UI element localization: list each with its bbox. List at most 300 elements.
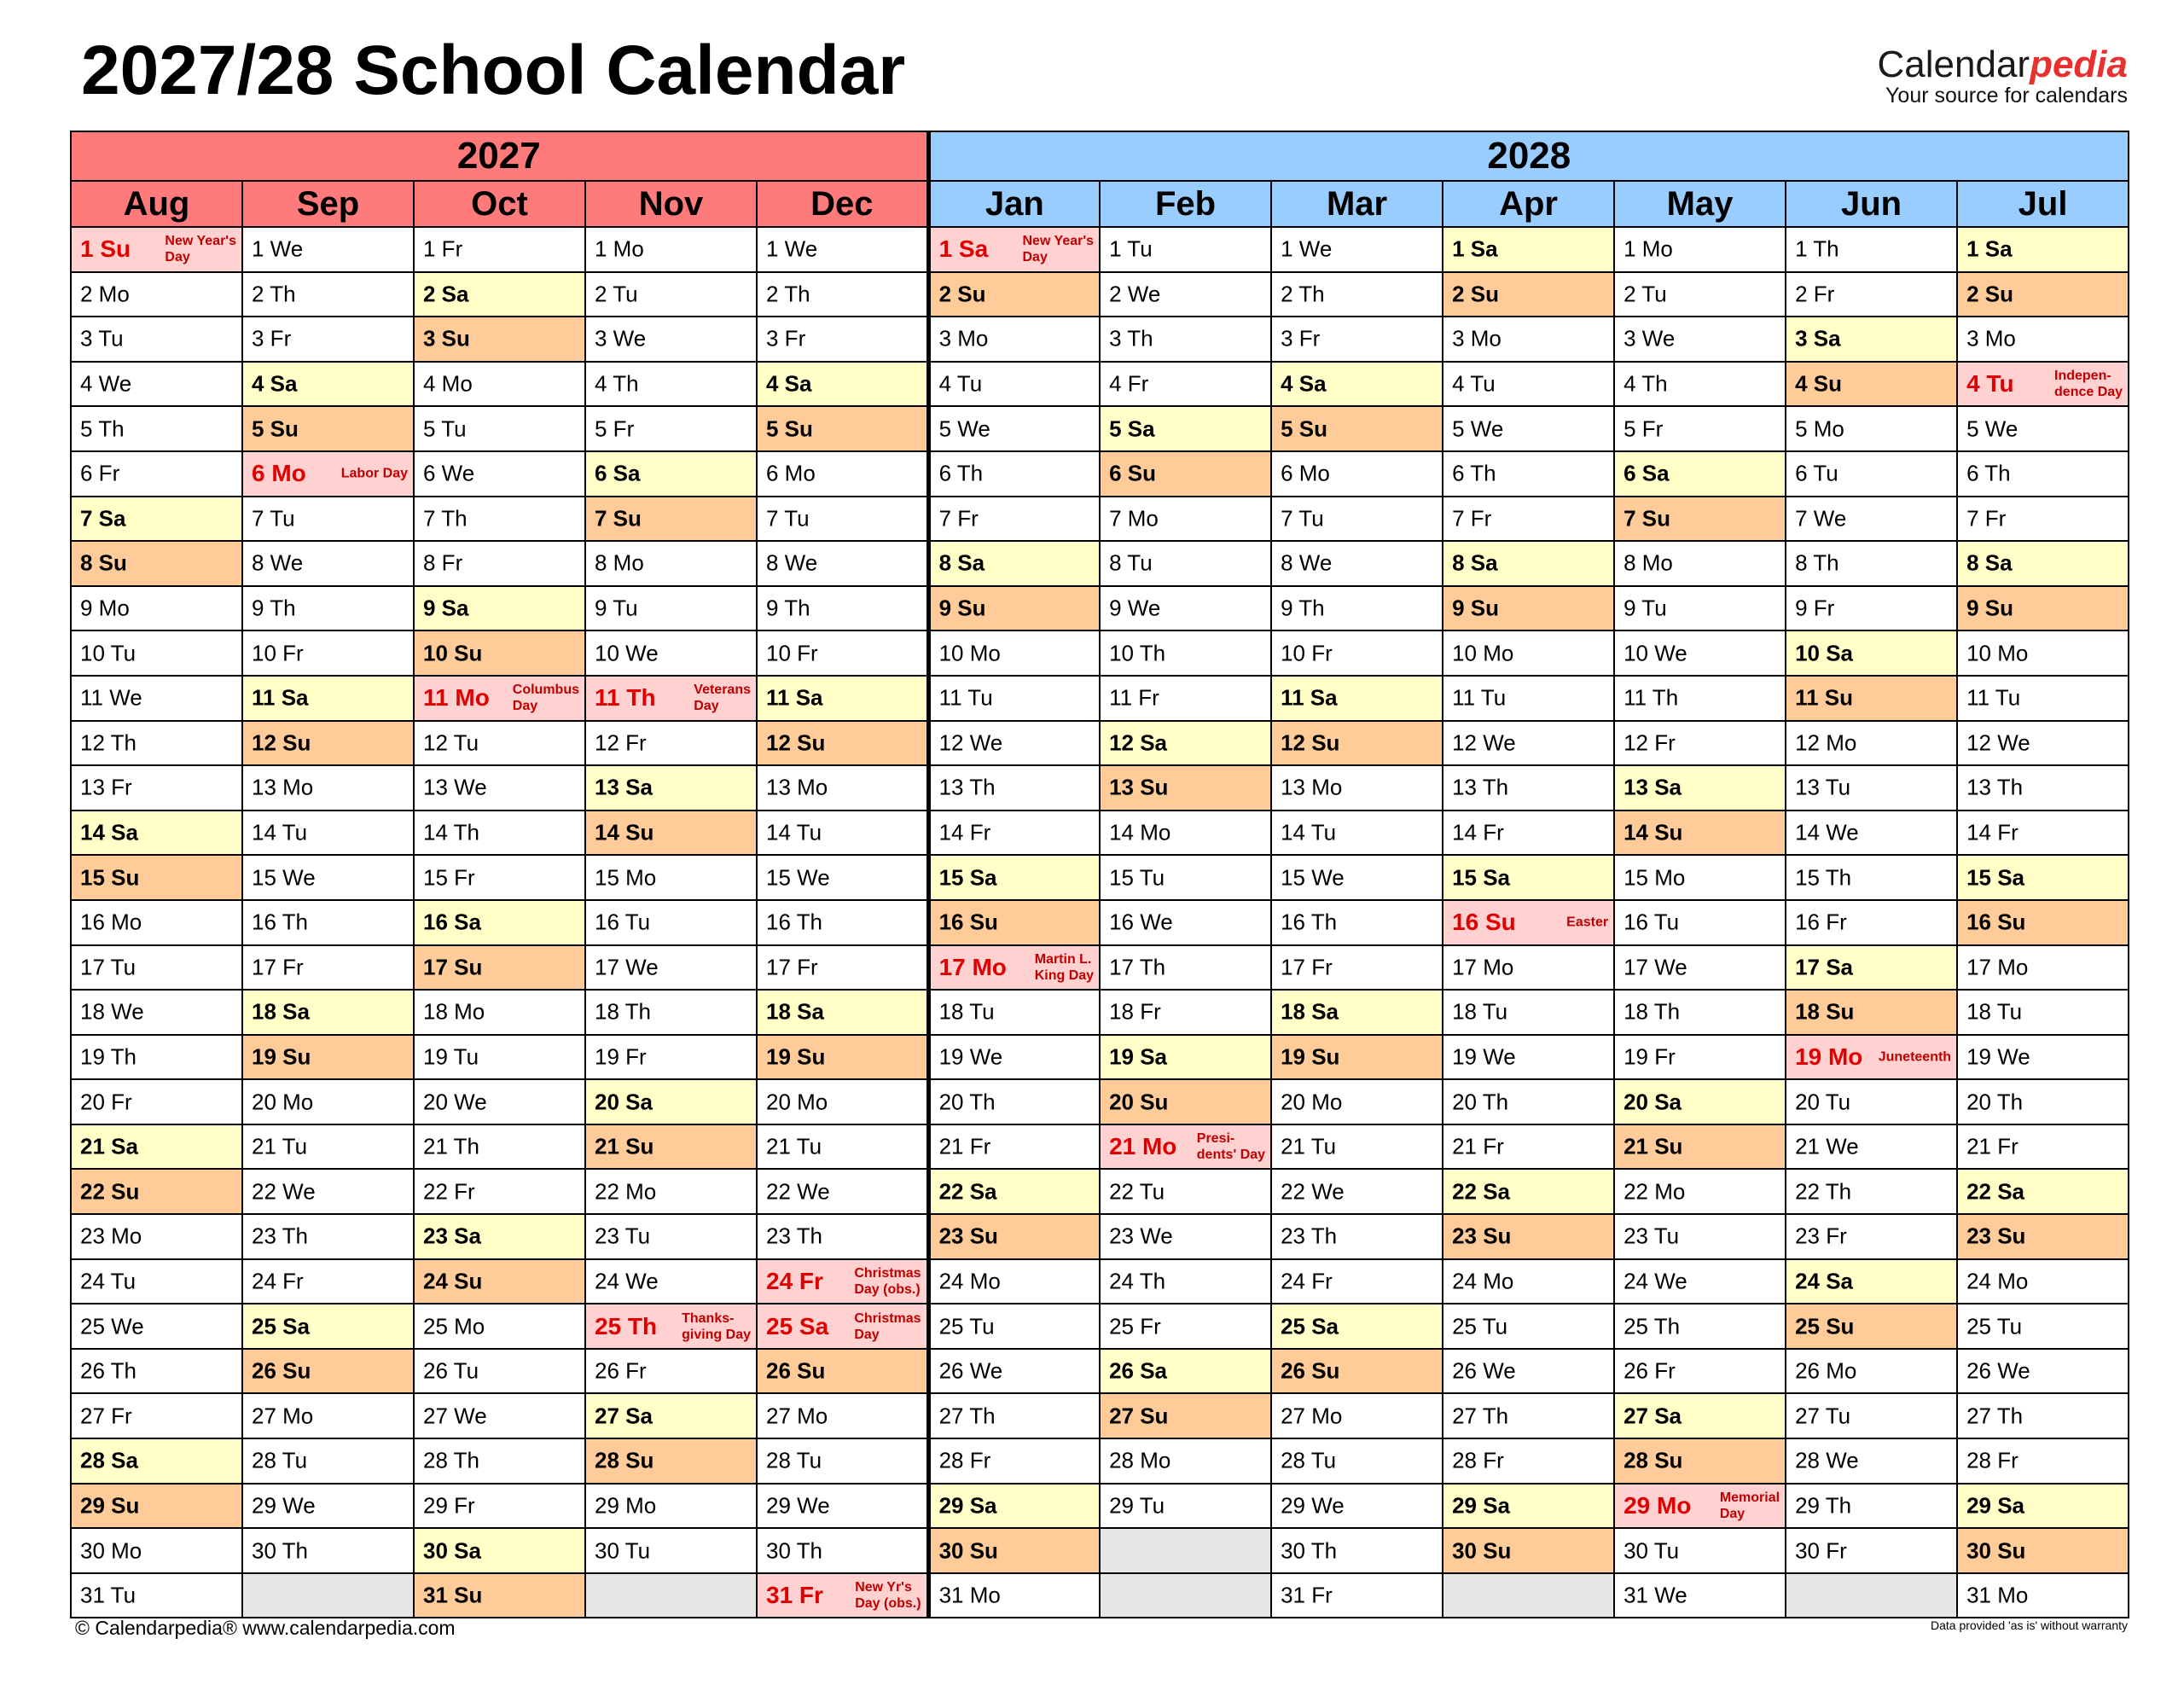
day-cell-oct-7 [414, 497, 585, 542]
day-cell-jan-9 [928, 586, 1100, 631]
day-cell-sep-3 [242, 317, 414, 362]
day-label: 25 Tu [1452, 1313, 1508, 1339]
year-header-2028: 2028 [928, 131, 2129, 181]
day-label: 21 Su [1623, 1133, 1683, 1159]
year-header-row [71, 131, 2129, 181]
day-cell-oct-15 [414, 855, 585, 900]
brand-logo[interactable] [1878, 46, 2128, 107]
day-cell-jun-17 [1786, 945, 1957, 991]
day-cell-aug-9 [71, 586, 242, 631]
day-cell-jun-15 [1786, 855, 1957, 900]
day-cell-dec-18 [757, 990, 928, 1035]
day-label: 27 Sa [1623, 1403, 1682, 1429]
day-cell-may-2 [1614, 272, 1786, 317]
day-label: 14 We [1795, 819, 1859, 845]
day-label: 1 We [1281, 235, 1333, 262]
day-cell-mar-25 [1271, 1304, 1443, 1349]
day-label: 6 Th [1452, 460, 1496, 486]
day-label: 28 We [1795, 1447, 1859, 1473]
day-cell-jun-23 [1786, 1214, 1957, 1259]
day-label: 8 We [252, 549, 304, 576]
day-cell-jan-25 [928, 1304, 1100, 1349]
day-label: 26 Tu [423, 1357, 479, 1384]
day-cell-jun-2 [1786, 272, 1957, 317]
day-cell-may-18 [1614, 990, 1786, 1035]
day-cell-aug-21 [71, 1124, 242, 1170]
day-cell-mar-29 [1271, 1484, 1443, 1529]
holiday-label: Presi- dents' Day [1196, 1130, 1266, 1163]
day-label: 24 Fr [1281, 1268, 1333, 1294]
day-cell-jan-31 [928, 1573, 1100, 1618]
day-cell-apr-16 [1443, 900, 1614, 945]
day-cell-dec-30 [757, 1528, 928, 1573]
day-label: 24 Mo [1966, 1268, 2029, 1294]
day-label: 25 We [80, 1313, 144, 1339]
day-cell-sep-15 [242, 855, 414, 900]
day-label: 30 Su [938, 1537, 998, 1564]
day-label: 7 Su [595, 505, 642, 532]
day-cell-jan-6 [928, 451, 1100, 497]
day-cell-apr-26 [1443, 1349, 1614, 1394]
day-cell-apr-20 [1443, 1079, 1614, 1124]
day-label: 16 Mo [80, 909, 142, 935]
day-cell-may-4 [1614, 362, 1786, 407]
day-label: 11 Sa [252, 684, 309, 711]
day-cell-oct-14 [414, 811, 585, 856]
day-label: 27 Th [1452, 1403, 1509, 1429]
day-label: 7 Tu [1281, 505, 1324, 532]
day-label: 26 Fr [595, 1357, 647, 1384]
day-cell-apr-8 [1443, 541, 1614, 586]
day-label: 1 Fr [423, 235, 463, 262]
day-label: 8 We [766, 549, 818, 576]
day-cell-jun-9 [1786, 586, 1957, 631]
holiday-label: Martin L. King Day [1034, 951, 1095, 983]
day-cell-sep-7 [242, 497, 414, 542]
day-label: 2 Su [1966, 281, 2013, 307]
day-cell-apr-29 [1443, 1484, 1614, 1529]
day-label: 10 Mo [1452, 640, 1514, 666]
day-label: 22 Su [80, 1178, 140, 1205]
day-cell-aug-27 [71, 1393, 242, 1438]
day-row [71, 1169, 2129, 1214]
day-label: 3 Th [1109, 325, 1153, 352]
day-cell-dec-8 [757, 541, 928, 586]
day-cell-jun-8 [1786, 541, 1957, 586]
day-label: 22 Fr [423, 1178, 475, 1205]
day-label: 1 Th [1795, 235, 1839, 262]
day-label: 10 Fr [1281, 640, 1333, 666]
day-cell-nov-9 [585, 586, 757, 631]
day-cell-jan-28 [928, 1438, 1100, 1484]
day-label: 21 Tu [766, 1133, 822, 1159]
day-label: 15 We [252, 864, 316, 891]
day-label: 10 Sa [1795, 640, 1854, 666]
day-cell-feb-15 [1100, 855, 1271, 900]
day-label: 23 Su [938, 1223, 998, 1249]
day-label: 11 Mo [423, 684, 490, 712]
day-label: 25 Tu [1966, 1313, 2023, 1339]
holiday-label: Indepen- dence Day [2054, 368, 2123, 400]
day-cell-jan-17 [928, 945, 1100, 991]
day-label: 4 Tu [1966, 370, 2014, 398]
day-label: 7 Sa [80, 505, 126, 532]
day-label: 13 Sa [595, 774, 653, 800]
day-cell-mar-4 [1271, 362, 1443, 407]
day-label: 29 Mo [1623, 1491, 1692, 1519]
day-label: 15 Sa [1452, 864, 1511, 891]
month-header-jun: Jun [1786, 181, 1957, 227]
day-label: 20 Th [938, 1089, 996, 1115]
day-label: 5 Tu [423, 415, 467, 442]
day-label: 16 We [1109, 909, 1173, 935]
day-cell-aug-3 [71, 317, 242, 362]
day-label: 5 Su [1281, 415, 1327, 442]
day-cell-jun-14 [1786, 811, 1957, 856]
day-cell-jan-18 [928, 990, 1100, 1035]
empty-cell [1100, 1573, 1271, 1618]
day-label: 10 We [595, 640, 659, 666]
day-label: 22 Sa [1966, 1178, 2025, 1205]
day-cell-jan-7 [928, 497, 1100, 542]
day-cell-jan-29 [928, 1484, 1100, 1529]
day-label: 8 Mo [1623, 549, 1673, 576]
day-label: 7 Mo [1109, 505, 1159, 532]
day-cell-jan-11 [928, 676, 1100, 721]
day-label: 17 Tu [80, 954, 136, 980]
day-label: 3 Fr [766, 325, 806, 352]
day-cell-nov-23 [585, 1214, 757, 1259]
day-label: 23 Th [766, 1223, 823, 1249]
day-cell-dec-5 [757, 406, 928, 451]
day-label: 19 Fr [595, 1043, 647, 1070]
day-cell-dec-11 [757, 676, 928, 721]
day-cell-oct-19 [414, 1035, 585, 1080]
day-label: 8 Sa [1966, 549, 2013, 576]
day-label: 13 Sa [1623, 774, 1682, 800]
day-label: 4 Tu [938, 370, 983, 397]
day-row [71, 1393, 2129, 1438]
day-label: 24 Sa [1795, 1268, 1854, 1294]
month-header-feb: Feb [1100, 181, 1271, 227]
day-cell-jun-21 [1786, 1124, 1957, 1170]
day-cell-jul-10 [1957, 630, 2129, 676]
day-label: 13 Mo [252, 774, 314, 800]
day-cell-apr-3 [1443, 317, 1614, 362]
day-cell-feb-8 [1100, 541, 1271, 586]
day-cell-jan-14 [928, 811, 1100, 856]
day-cell-apr-15 [1443, 855, 1614, 900]
day-label: 28 Su [1623, 1447, 1683, 1473]
day-cell-jul-29 [1957, 1484, 2129, 1529]
day-label: 5 Sa [1109, 415, 1155, 442]
day-cell-aug-22 [71, 1169, 242, 1214]
day-cell-oct-8 [414, 541, 585, 586]
day-cell-dec-27 [757, 1393, 928, 1438]
day-cell-mar-21 [1271, 1124, 1443, 1170]
day-cell-feb-6 [1100, 451, 1271, 497]
day-label: 19 Su [766, 1043, 826, 1070]
day-label: 12 Fr [595, 729, 647, 756]
day-row [71, 406, 2129, 451]
day-label: 26 Mo [1795, 1357, 1857, 1384]
day-cell-dec-31 [757, 1573, 928, 1618]
day-cell-apr-21 [1443, 1124, 1614, 1170]
day-label: 6 Th [1966, 460, 2011, 486]
day-label: 14 Fr [938, 819, 991, 845]
month-header-dec: Dec [757, 181, 928, 227]
day-label: 25 Sa [1281, 1313, 1339, 1339]
day-label: 20 Su [1109, 1089, 1169, 1115]
day-cell-apr-5 [1443, 406, 1614, 451]
day-cell-jul-18 [1957, 990, 2129, 1035]
day-cell-mar-9 [1271, 586, 1443, 631]
day-label: 2 Sa [423, 281, 469, 307]
day-label: 16 Th [1281, 909, 1338, 935]
day-label: 28 Th [423, 1447, 480, 1473]
day-label: 27 Tu [1795, 1403, 1851, 1429]
day-cell-nov-4 [585, 362, 757, 407]
day-cell-aug-24 [71, 1259, 242, 1304]
day-row [71, 586, 2129, 631]
day-label: 10 Tu [80, 640, 136, 666]
day-cell-may-9 [1614, 586, 1786, 631]
day-cell-may-28 [1614, 1438, 1786, 1484]
day-cell-nov-26 [585, 1349, 757, 1394]
day-label: 5 Fr [1623, 415, 1664, 442]
day-cell-dec-22 [757, 1169, 928, 1214]
holiday-label: Thanks- giving Day [682, 1310, 751, 1342]
day-cell-oct-21 [414, 1124, 585, 1170]
day-label: 6 Sa [595, 460, 641, 486]
day-label: 11 Th [1623, 684, 1679, 711]
day-label: 25 Sa [766, 1312, 829, 1339]
day-label: 3 Tu [80, 325, 124, 352]
day-label: 7 Fr [1966, 505, 2007, 532]
day-cell-aug-8 [71, 541, 242, 586]
day-cell-sep-24 [242, 1259, 414, 1304]
day-label: 26 Su [766, 1357, 826, 1384]
empty-cell [1100, 1528, 1271, 1573]
day-label: 6 We [423, 460, 475, 486]
day-label: 8 Th [1795, 549, 1839, 576]
day-cell-apr-7 [1443, 497, 1614, 542]
day-cell-sep-29 [242, 1484, 414, 1529]
day-cell-feb-24 [1100, 1259, 1271, 1304]
day-cell-jul-19 [1957, 1035, 2129, 1080]
day-cell-jun-24 [1786, 1259, 1957, 1304]
day-label: 31 Mo [1966, 1582, 2029, 1608]
day-label: 22 We [1281, 1178, 1345, 1205]
day-cell-jun-1 [1786, 227, 1957, 272]
month-header-nov: Nov [585, 181, 757, 227]
day-cell-oct-6 [414, 451, 585, 497]
day-label: 26 We [1452, 1357, 1516, 1384]
day-cell-jul-4 [1957, 362, 2129, 407]
day-cell-jun-10 [1786, 630, 1957, 676]
day-cell-dec-17 [757, 945, 928, 991]
day-cell-aug-25 [71, 1304, 242, 1349]
day-row [71, 900, 2129, 945]
day-cell-feb-9 [1100, 586, 1271, 631]
day-label: 20 Th [1966, 1089, 2024, 1115]
day-cell-feb-21 [1100, 1124, 1271, 1170]
day-cell-aug-17 [71, 945, 242, 991]
day-row [71, 1573, 2129, 1618]
day-row [71, 990, 2129, 1035]
day-label: 20 Tu [1795, 1089, 1851, 1115]
day-label: 17 Mo [938, 953, 1007, 980]
day-label: 30 Th [252, 1537, 309, 1564]
day-cell-mar-27 [1271, 1393, 1443, 1438]
day-cell-dec-23 [757, 1214, 928, 1259]
day-cell-sep-21 [242, 1124, 414, 1170]
day-cell-nov-20 [585, 1079, 757, 1124]
day-label: 19 Tu [423, 1043, 479, 1070]
day-label: 23 Tu [595, 1223, 651, 1249]
day-label: 23 Su [1966, 1223, 2026, 1249]
day-row [71, 811, 2129, 856]
brand-tagline: Your source for calendars [1885, 84, 2128, 107]
day-label: 10 Th [1109, 640, 1166, 666]
day-cell-nov-5 [585, 406, 757, 451]
day-label: 8 Sa [938, 549, 985, 576]
day-cell-jan-4 [928, 362, 1100, 407]
day-label: 22 Th [1795, 1178, 1852, 1205]
day-label: 5 We [1966, 415, 2018, 442]
day-cell-may-11 [1614, 676, 1786, 721]
day-cell-aug-12 [71, 721, 242, 766]
day-cell-feb-11 [1100, 676, 1271, 721]
day-cell-feb-17 [1100, 945, 1271, 991]
day-label: 7 We [1795, 505, 1847, 532]
day-cell-sep-4 [242, 362, 414, 407]
day-label: 6 Mo [766, 460, 816, 486]
holiday-label: Easter [1566, 915, 1609, 930]
day-cell-nov-13 [585, 765, 757, 811]
day-label: 25 Fr [1109, 1313, 1161, 1339]
day-cell-oct-22 [414, 1169, 585, 1214]
day-cell-jul-3 [1957, 317, 2129, 362]
day-cell-may-22 [1614, 1169, 1786, 1214]
day-label: 9 Th [766, 595, 810, 621]
day-cell-jun-7 [1786, 497, 1957, 542]
day-cell-jul-15 [1957, 855, 2129, 900]
day-label: 18 Sa [252, 998, 310, 1025]
day-label: 2 Fr [1795, 281, 1835, 307]
day-label: 3 We [1623, 325, 1676, 352]
day-label: 4 Th [595, 370, 639, 397]
day-label: 18 Tu [1966, 998, 2023, 1025]
day-label: 12 Fr [1623, 729, 1676, 756]
day-cell-sep-17 [242, 945, 414, 991]
day-cell-sep-18 [242, 990, 414, 1035]
day-label: 15 We [766, 864, 830, 891]
day-cell-apr-19 [1443, 1035, 1614, 1080]
day-label: 9 Tu [1623, 595, 1667, 621]
day-label: 4 Sa [252, 370, 298, 397]
day-label: 7 Fr [938, 505, 979, 532]
day-label: 20 Sa [595, 1089, 653, 1115]
day-label: 27 Mo [766, 1403, 828, 1429]
day-cell-oct-2 [414, 272, 585, 317]
day-cell-dec-12 [757, 721, 928, 766]
day-cell-jun-18 [1786, 990, 1957, 1035]
day-label: 6 Tu [1795, 460, 1838, 486]
day-cell-apr-23 [1443, 1214, 1614, 1259]
day-cell-apr-14 [1443, 811, 1614, 856]
day-cell-sep-1 [242, 227, 414, 272]
day-label: 28 Tu [766, 1447, 822, 1473]
day-cell-jul-24 [1957, 1259, 2129, 1304]
day-label: 17 Mo [1966, 954, 2029, 980]
day-row [71, 1259, 2129, 1304]
day-cell-mar-31 [1271, 1573, 1443, 1618]
day-label: 30 Fr [1795, 1537, 1847, 1564]
day-cell-may-16 [1614, 900, 1786, 945]
day-label: 16 Su [1452, 909, 1516, 936]
day-label: 28 Mo [1109, 1447, 1171, 1473]
day-label: 11 Tu [938, 684, 993, 711]
day-label: 10 Fr [252, 640, 304, 666]
day-label: 26 Su [252, 1357, 311, 1384]
day-label: 14 Th [423, 819, 480, 845]
day-label: 11 We [80, 684, 142, 711]
day-cell-jul-9 [1957, 586, 2129, 631]
day-cell-nov-19 [585, 1035, 757, 1080]
day-label: 14 Mo [1109, 819, 1171, 845]
day-label: 6 Mo [252, 460, 306, 487]
day-row [71, 765, 2129, 811]
day-cell-aug-23 [71, 1214, 242, 1259]
day-label: 16 Th [252, 909, 309, 935]
day-label: 27 Th [938, 1403, 996, 1429]
day-label: 8 Sa [1452, 549, 1498, 576]
day-cell-mar-12 [1271, 721, 1443, 766]
day-cell-jul-28 [1957, 1438, 2129, 1484]
month-header-mar: Mar [1271, 181, 1443, 227]
day-label: 29 Sa [1452, 1492, 1511, 1519]
day-cell-jun-28 [1786, 1438, 1957, 1484]
day-cell-may-27 [1614, 1393, 1786, 1438]
day-cell-apr-11 [1443, 676, 1614, 721]
day-cell-feb-1 [1100, 227, 1271, 272]
day-cell-mar-10 [1271, 630, 1443, 676]
day-label: 27 Mo [1281, 1403, 1343, 1429]
day-label: 28 Sa [80, 1447, 138, 1473]
day-cell-apr-27 [1443, 1393, 1614, 1438]
day-cell-nov-27 [585, 1393, 757, 1438]
day-cell-dec-21 [757, 1124, 928, 1170]
day-cell-dec-19 [757, 1035, 928, 1080]
day-label: 27 Th [1966, 1403, 2024, 1429]
day-label: 28 Tu [1281, 1447, 1337, 1473]
day-label: 4 Mo [423, 370, 473, 397]
day-label: 4 Sa [766, 370, 812, 397]
day-row [71, 451, 2129, 497]
day-row [71, 1079, 2129, 1124]
day-row [71, 497, 2129, 542]
day-cell-jan-12 [928, 721, 1100, 766]
day-cell-nov-11 [585, 676, 757, 721]
day-label: 30 Su [1452, 1537, 1512, 1564]
day-row [71, 855, 2129, 900]
day-cell-apr-10 [1443, 630, 1614, 676]
day-cell-feb-12 [1100, 721, 1271, 766]
day-cell-dec-9 [757, 586, 928, 631]
day-label: 21 We [1795, 1133, 1859, 1159]
day-cell-jun-20 [1786, 1079, 1957, 1124]
